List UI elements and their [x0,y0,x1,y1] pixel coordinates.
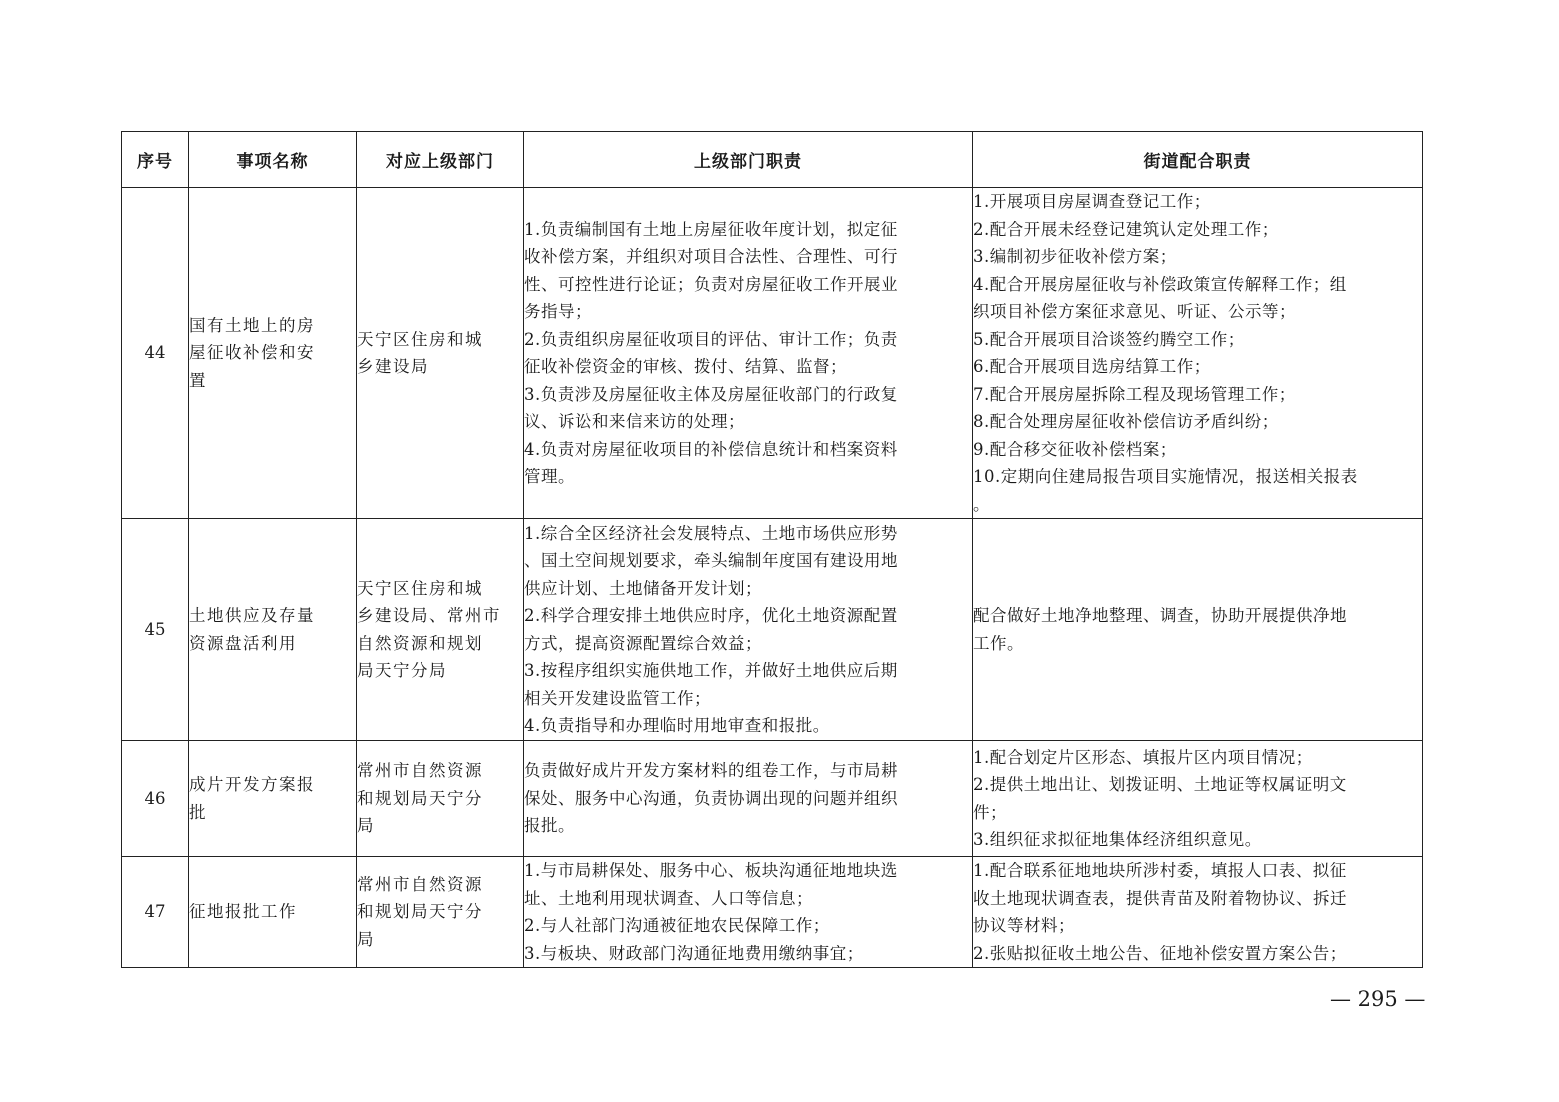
duties-table [121,131,1423,968]
cell-text-line: 4.配合开展房屋征收与补偿政策宣传解释工作；组 [973,274,1347,294]
cell-text-line: 8.配合处理房屋征收补偿信访矛盾纠纷； [973,412,1279,431]
cell-text-line: 局 [357,929,375,949]
cell-text-line: 和规划局天宁分 [357,788,483,808]
item-name-cell [189,857,357,968]
cell-text-line: 3.组织征求拟征地集体经济组织意见。 [973,830,1262,849]
cell-text-line: 5.配合开展项目洽谈签约腾空工作； [973,329,1245,349]
row-serial-number: 45 [122,519,189,741]
cell-text-line: 址、土地利用现状调查、人口等信息； [524,888,813,908]
superior-dept-cell [357,519,524,741]
cell-text-line: 10.定期向住建局报告项目实施情况，报送相关报表 [973,467,1358,486]
cell-text-line: 2.科学合理安排土地供应时序，优化土地资源配置 [524,606,898,625]
cell-text-line: 性、可控性进行论证；负责对房屋征收工作开展业 [524,274,898,294]
row-serial-number: 46 [122,741,189,857]
table-row [122,519,1423,741]
cell-text-line: 3.按程序组织实施供地工作，并做好土地供应后期 [524,661,898,680]
superior-duties-cell [524,188,973,519]
cell-text-line: 批 [189,802,207,822]
header-street-duties: 街道配合职责 [973,132,1423,188]
cell-text-line: 1.负责编制国有土地上房屋征收年度计划，拟定征 [524,219,898,239]
superior-duties-cell [524,519,973,741]
street-duties-cell [973,741,1423,857]
table-header-row [122,132,1423,188]
cell-text-line: 协议等材料； [973,916,1075,935]
cell-text-line: 议、诉讼和来信来访的处理； [524,412,745,431]
cell-text-line: 1.综合全区经济社会发展特点、土地市场供应形势 [524,523,898,543]
cell-text-line: 方式，提高资源配置综合效益； [524,633,762,653]
cell-text-line: 资源盘活利用 [189,633,297,653]
cell-text-line: 征地报批工作 [189,902,297,922]
cell-text-line: 屋征收补偿和安 [189,343,315,363]
street-duties-cell [973,857,1423,968]
cell-text-line: 乡建设局、常州市 [357,606,501,625]
superior-duties-cell [524,857,973,968]
street-duties-cell [973,519,1423,741]
superior-dept-cell [357,188,524,519]
cell-text-line: 1.与市局耕保处、服务中心、板块沟通征地地块选 [524,861,898,880]
cell-text-line: 4.负责指导和办理临时用地审查和报批。 [524,716,830,735]
cell-text-line: 、国土空间规划要求，牵头编制年度国有建设用地 [524,551,898,570]
cell-text-line: 9.配合移交征收补偿档案； [973,439,1177,459]
header-serial: 序号 [122,132,189,188]
cell-text-line: 3.负责涉及房屋征收主体及房屋征收部门的行政复 [524,384,898,404]
cell-text-line: 7.配合开展房屋拆除工程及现场管理工作； [973,384,1296,404]
header-superior-duties: 上级部门职责 [524,132,973,188]
cell-text-line: 。 [973,494,990,514]
cell-text-line: 相关开发建设监管工作； [524,688,711,708]
cell-text-line: 乡建设局 [357,357,429,376]
header-item-name: 事项名称 [189,132,357,188]
cell-text-line: 配合做好土地净地整理、调查，协助开展提供净地 [973,606,1347,625]
cell-text-line: 1.配合联系征地地块所涉村委，填报人口表、拟征 [973,861,1347,880]
page-number: — 295 — [1330,987,1426,1011]
cell-text-line: 2.配合开展未经登记建筑认定处理工作； [973,219,1279,239]
street-duties-cell [973,188,1423,519]
cell-text-line: 2.与人社部门沟通被征地农民保障工作； [524,916,830,935]
cell-text-line: 4.负责对房屋征收项目的补偿信息统计和档案资料 [524,439,898,459]
item-name-cell [189,519,357,741]
cell-text-line: 3.与板块、财政部门沟通征地费用缴纳事宜； [524,943,864,963]
cell-text-line: 收补偿方案，并组织对项目合法性、合理性、可行 [524,247,898,266]
cell-text-line: 天宁区住房和城 [357,578,483,598]
superior-duties-cell [524,741,973,857]
cell-text-line: 保处、服务中心沟通，负责协调出现的问题并组织 [524,788,898,808]
cell-text-line: 工作。 [973,633,1024,653]
item-name-cell [189,741,357,857]
cell-text-line: 2.张贴拟征收土地公告、征地补偿安置方案公告； [973,943,1347,963]
cell-text-line: 管理。 [524,467,575,486]
table-row [122,188,1423,519]
cell-text-line: 2.提供土地出让、划拨证明、土地证等权属证明文 [973,775,1347,794]
cell-text-line: 常州市自然资源 [357,874,483,894]
table-row [122,741,1423,857]
row-serial-number: 47 [122,857,189,968]
cell-text-line: 土地供应及存量 [189,606,315,625]
cell-text-line: 2.负责组织房屋征收项目的评估、审计工作；负责 [524,329,898,349]
cell-text-line: 1.配合划定片区形态、填报片区内项目情况； [973,747,1313,767]
cell-text-line: 务指导； [524,302,592,321]
cell-text-line: 常州市自然资源 [357,761,483,781]
cell-text-line: 征收补偿资金的审核、拨付、结算、监督； [524,357,847,376]
table-row [122,857,1423,968]
cell-text-line: 1.开展项目房屋调查登记工作； [973,192,1211,211]
cell-text-line: 成片开发方案报 [189,775,315,794]
superior-dept-cell [357,857,524,968]
cell-text-line: 置 [189,370,207,390]
cell-text-line: 3.编制初步征收补偿方案； [973,247,1177,266]
cell-text-line: 收土地现状调查表，提供青苗及附着物协议、拆迁 [973,888,1347,908]
cell-text-line: 负责做好成片开发方案材料的组卷工作，与市局耕 [524,761,898,781]
cell-text-line: 天宁区住房和城 [357,329,483,349]
cell-text-line: 局 [357,816,375,836]
cell-text-line: 织项目补偿方案征求意见、听证、公示等； [973,302,1296,321]
cell-text-line: 件； [973,802,1007,822]
superior-dept-cell [357,741,524,857]
cell-text-line: 报批。 [524,816,575,836]
row-serial-number: 44 [122,188,189,519]
cell-text-line: 国有土地上的房 [189,315,315,335]
header-superior-dept: 对应上级部门 [357,132,524,188]
cell-text-line: 供应计划、土地储备开发计划； [524,578,762,598]
item-name-cell [189,188,357,519]
cell-text-line: 6.配合开展项目选房结算工作； [973,357,1211,376]
cell-text-line: 和规划局天宁分 [357,902,483,922]
cell-text-line: 局天宁分局 [357,661,447,680]
cell-text-line: 自然资源和规划 [357,633,483,653]
